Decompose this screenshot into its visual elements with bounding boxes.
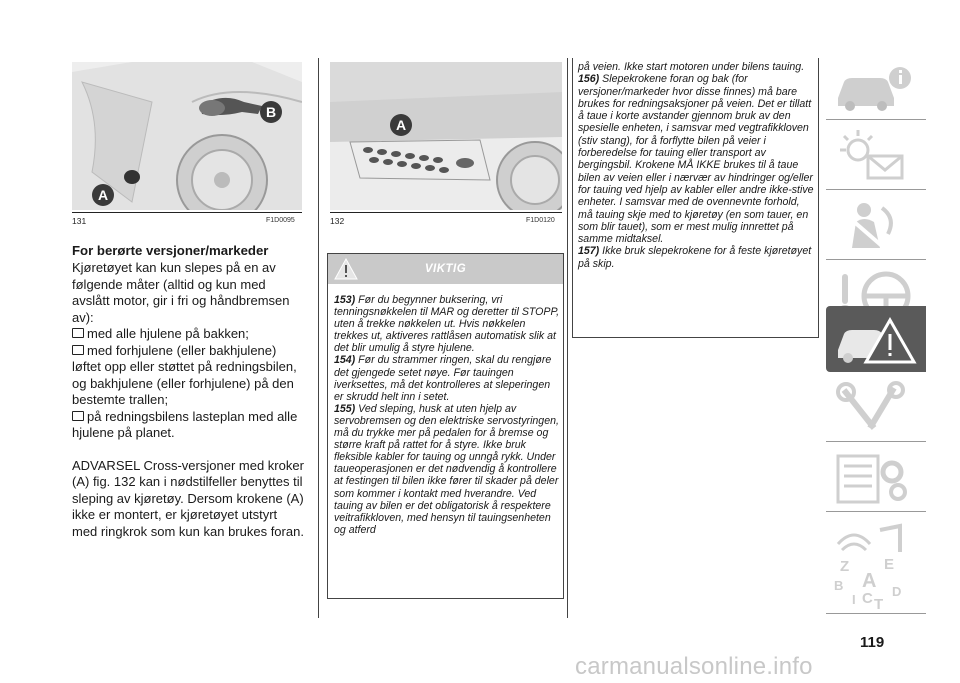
- figure-132-image: [330, 62, 562, 210]
- bullet-text: med alle hjulene på bakken;: [87, 326, 249, 341]
- index-letter: C: [862, 590, 873, 607]
- warning-item: [334, 294, 560, 354]
- callout-a: A: [390, 114, 412, 136]
- figure-132-rule: [330, 212, 562, 213]
- page-number: 119: [860, 634, 885, 651]
- figure-131-code: F1D0095: [266, 217, 295, 224]
- callout-b: B: [260, 101, 282, 123]
- lights-envelope-icon: [834, 128, 918, 184]
- item-text: Ved sleping, husk at uten hjelp av servobremsen og den elektriske servostyringen, må du trykke mer på pedalen for å bremse og større kraft på rattet for å styre. Ikke bruk fleksible kabler for tauing og unngå rykk. Under taueoperasjonen er det nødvendig å kontrollere at festingen til bilen ikke fører til skader på deler som kommer i kontakt med hverandre. Ved tauing av bilen er det obligatorisk å respektere veitrafikkloven, med hensyn til tauingsenheten og atferd: [334, 402, 559, 536]
- checkbox-bullet-icon: [72, 411, 84, 421]
- item-number: 153): [334, 294, 356, 306]
- index-letter: D: [892, 584, 902, 599]
- figure-132-number: 132: [330, 216, 345, 226]
- tab-safety[interactable]: [826, 192, 926, 260]
- item-number: 155): [334, 402, 356, 415]
- column-divider: [567, 58, 568, 618]
- item-text: Slepekrokene foran og bak (for versjoner/markeder hvor disse finnes) må bare brukes for redningsaksjoner på veien. Det er tillatt å taue i korte avstander gjennom bruk av den spesielle enheten, i samsvar med vegtrafikkloven (stiv stang), for å forflytte bilen på veier i forberedelse for tauing eller transport av bergingsbil. Krokene MÅ IKKE brukes til å taue bilen av veien eller i nærvær av hindringer og/eller for tauing ved hjelp av kabler eller andre ikke-stive enheter. I samsvar med de ovennevnte forhold, må tauing skje med to kjøretøy (en som tauer, en som blir tauet), som er mest mulig innrettet på samme midtaksel.: [578, 73, 814, 246]
- continuation-text: på veien. Ikke start motoren under bilens tauing.: [578, 61, 805, 73]
- warning-continuation-box: [572, 58, 819, 338]
- callout-a: A: [92, 184, 114, 206]
- warning-item: [334, 403, 560, 536]
- advarsel-paragraph: ADVARSEL Cross-versjoner med kroker (A) fig. 132 kan i nødstilfeller benyttes til sleping av kjøretøy. Dersom krokene (A) ikke er montert, er kjøretøyet utstyrt med ringkrok som kun kan brukes foran.: [72, 457, 304, 539]
- emergency-warning-icon: [834, 312, 918, 368]
- intro-paragraph: Kjøretøyet kan kun slepes på en av følgende måter (alltid og kun med avslått motor, gir i fri og håndbremsen av):: [72, 260, 290, 325]
- continuation-body: [578, 61, 816, 270]
- index-letter: I: [852, 592, 856, 607]
- item-number: 157): [578, 245, 600, 258]
- tab-emergency[interactable]: [826, 306, 926, 372]
- index-letter: Z: [840, 558, 850, 575]
- bullet-item: [72, 326, 304, 343]
- towing-text-column: [72, 243, 304, 540]
- seatbelt-airbag-icon: [834, 198, 918, 254]
- tab-lights-messages[interactable]: [826, 122, 926, 190]
- tab-car-info[interactable]: [826, 52, 926, 120]
- bullet-item: [72, 409, 304, 442]
- specifications-gears-icon: [834, 450, 918, 506]
- warning-item: [578, 73, 816, 245]
- figure-132-code: F1D0120: [526, 217, 555, 224]
- index-letter: A: [862, 570, 877, 592]
- warning-title: VIKTIG: [424, 263, 467, 275]
- index-letter: T: [874, 596, 884, 613]
- bullet-text: på redningsbilens lasteplan med alle hjulene på planet.: [72, 408, 298, 440]
- maintenance-tools-icon: [834, 380, 918, 436]
- item-text: Før du begynner buksering, vri tenningsnøkkelen til MAR og deretter til STOPP, uten å trekke nøkkelen ut. Hvis nøkkelen trekkes ut, aktiveres rattlåsen automatisk slik at det blir umulig å styre hjulene.: [334, 294, 560, 355]
- item-number: 156): [578, 73, 600, 86]
- warning-box: [327, 253, 564, 599]
- bullet-item: [72, 343, 304, 409]
- watermark: carmanualsonline.info: [575, 653, 813, 680]
- item-text: Ikke bruk slepekrokene for å feste kjøretøyet på skip.: [578, 245, 812, 270]
- section-heading: For berørte versjoner/markeder: [72, 243, 269, 258]
- tab-index[interactable]: [826, 552, 926, 614]
- checkbox-bullet-icon: [72, 345, 84, 355]
- tab-maintenance[interactable]: [826, 374, 926, 442]
- column-divider: [318, 58, 319, 618]
- figure-131-rule: [72, 212, 302, 213]
- warning-header: [328, 254, 563, 284]
- index-letter: E: [884, 556, 895, 573]
- index-letter: B: [834, 578, 844, 593]
- item-text: Før du strammer ringen, skal du rengjøre det gjengede setet nøye. Før tauingen iverksettes, må det kontrolleres at sleperingen er skrudd helt inn i setet.: [334, 354, 552, 403]
- item-number: 154): [334, 354, 356, 367]
- car-info-icon: [834, 58, 918, 114]
- warning-body: [334, 294, 560, 536]
- figure-131-number: 131: [72, 216, 87, 226]
- bullet-text: med forhjulene (eller bakhjulene) løftet opp eller støttet på redningsbilen, og bakhjulene (eller forhjulene) på den bestemte trallen;: [72, 342, 297, 407]
- figure-131-image: [72, 62, 302, 210]
- warning-item: [334, 354, 560, 402]
- tab-specifications[interactable]: [826, 444, 926, 512]
- checkbox-bullet-icon: [72, 328, 84, 338]
- warning-item: [578, 245, 816, 270]
